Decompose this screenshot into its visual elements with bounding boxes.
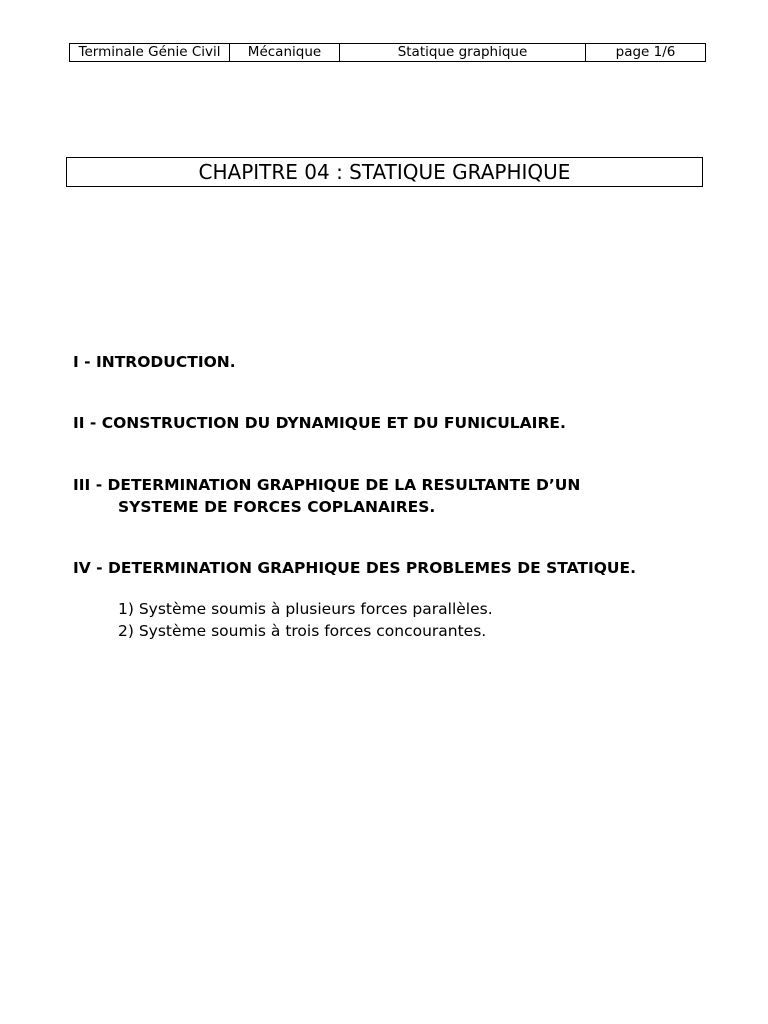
section-introduction bbox=[73, 351, 236, 373]
section-heading: I - INTRODUCTION. bbox=[73, 353, 236, 371]
subsection-forces-concourantes: 2) Système soumis à trois forces concourantes. bbox=[118, 622, 487, 640]
header-subject: Mécanique bbox=[230, 44, 340, 62]
chapter-title: CHAPITRE 04 : STATIQUE GRAPHIQUE bbox=[66, 157, 703, 187]
header-topic: Statique graphique bbox=[340, 44, 586, 62]
section-heading: IV - DETERMINATION GRAPHIQUE DES PROBLEMES DE STATIQUE. bbox=[73, 559, 636, 577]
section-heading: II - CONSTRUCTION DU DYNAMIQUE ET DU FUNICULAIRE. bbox=[73, 414, 566, 432]
page-header bbox=[69, 43, 706, 62]
section-heading: III - DETERMINATION GRAPHIQUE DE LA RESULTANTE D’UN bbox=[73, 476, 581, 494]
page-header-row bbox=[70, 44, 706, 62]
section-construction bbox=[73, 412, 566, 434]
subsection-forces-paralleles: 1) Système soumis à plusieurs forces parallèles. bbox=[118, 600, 493, 618]
header-course: Terminale Génie Civil bbox=[70, 44, 230, 62]
section-resultante bbox=[73, 474, 580, 518]
section-heading-continued: SYSTEME DE FORCES COPLANAIRES. bbox=[118, 498, 436, 516]
header-page-number: page 1/6 bbox=[586, 44, 706, 62]
section-problemes-statique bbox=[73, 557, 636, 579]
